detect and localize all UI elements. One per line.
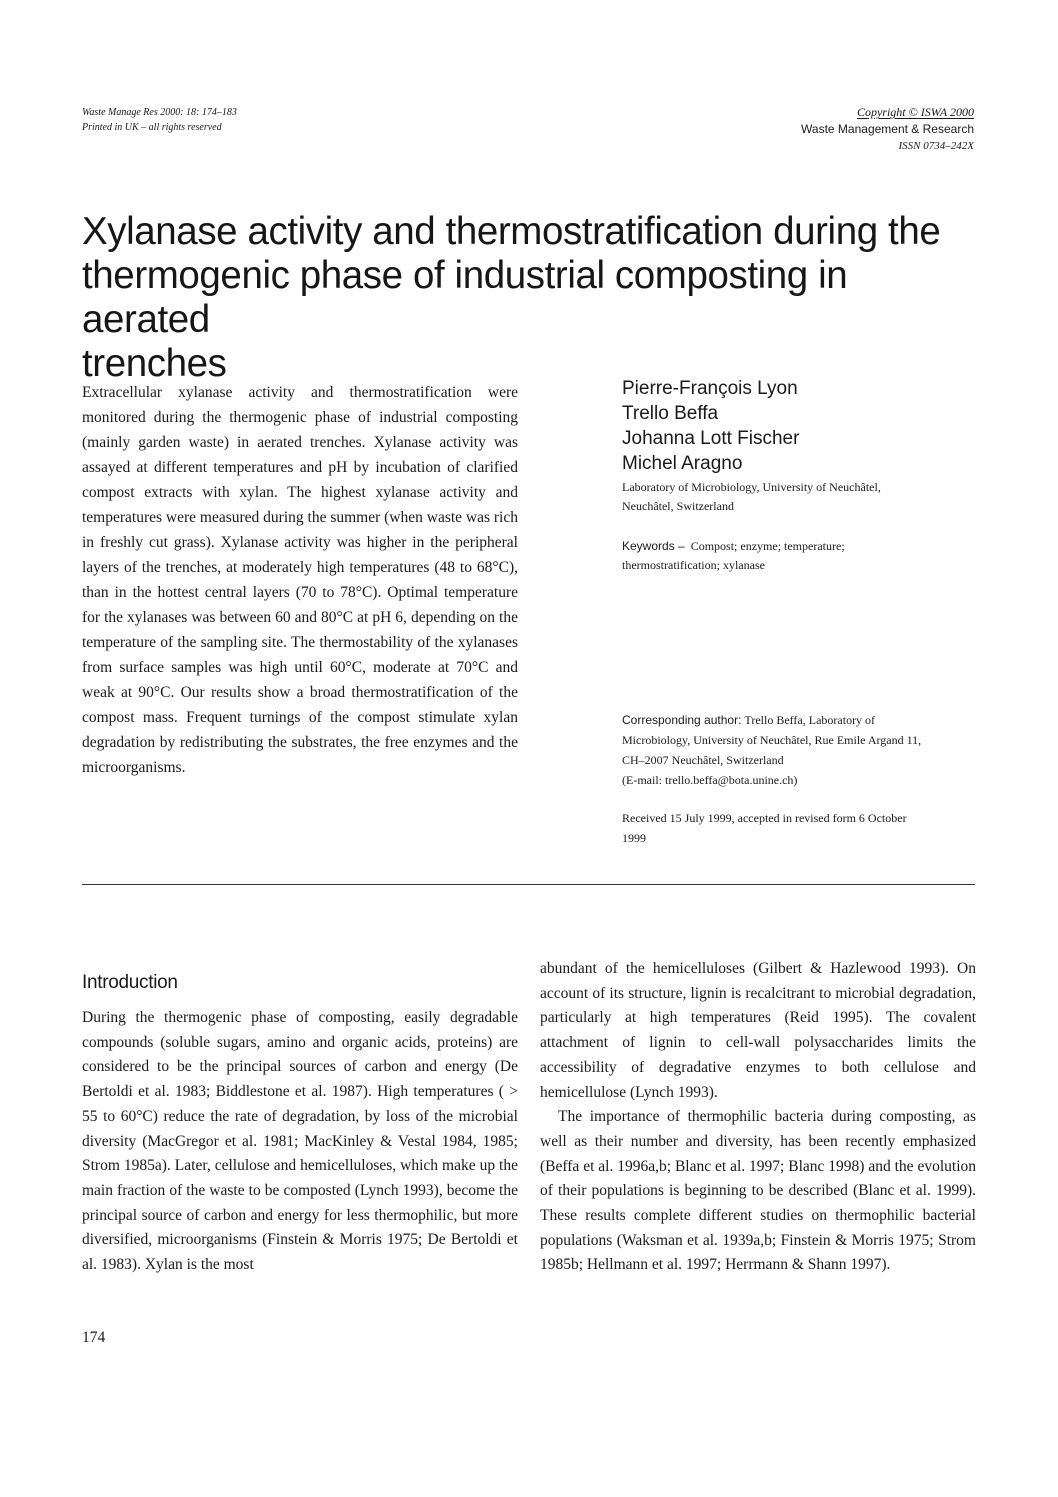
- journal-reference: Waste Manage Res 2000: 18: 174–183: [82, 107, 237, 118]
- keywords-label: Keywords –: [622, 539, 685, 553]
- body-column-right: [540, 957, 976, 1278]
- keywords-line: Compost; enzyme; temperature;: [690, 539, 845, 553]
- section-heading-introduction: Introduction: [82, 972, 178, 993]
- author-list: [622, 376, 799, 476]
- body-paragraph: The importance of thermophilic bacteria during composting, as well as their number and diversity, has been recently emphasized (Beffa et al. 1996a,b; Blanc et al. 1997; Blanc 1998) and the evolution of their populations is beginning to be described (Blanc et al. 1999). These results complete different studies on thermophilic bacterial populations (Waksman et al. 1939a,b; Finstein & Morris 1975; Strom 1985b; Hellmann et al. 1997; Herrmann & Shann 1997).: [540, 1108, 976, 1274]
- issn: ISSN 0734–242X: [898, 140, 974, 152]
- article-title: [82, 210, 982, 386]
- author-name: Michel Aragno: [622, 453, 743, 474]
- author-name: Trello Beffa: [622, 403, 719, 424]
- body-column-left: During the thermogenic phase of composting, easily degradable compounds (soluble sugars, amino and organic acids, proteins) are considered to be the principal sources of carbon and energy (De Bertoldi et al. 1983; Biddlestone et al. 1987). High temperatures ( > 55 to 60°C) reduce the rate of degradation, by loss of the microbial diversity (MacGregor et al. 1981; MacKinley & Vestal 1984, 1985; Strom 1985a). Later, cellulose and hemicelluloses, which make up the main fraction of the waste to be composted (Lynch 1993), become the principal source of carbon and energy for less thermophilic, but more diversified, microorganisms (Finstein & Morris 1975; De Bertoldi et al. 1983). Xylan is the most: [82, 1009, 518, 1274]
- corresponding-line: Trello Beffa, Laboratory of: [744, 713, 876, 727]
- author-name: Pierre-François Lyon: [622, 378, 798, 399]
- abstract: Extracellular xylanase activity and thermostratification were monitored during the thermogenic phase of industrial composting (mainly garden waste) in aerated trenches. Xylanase activity was assayed at different temperatures and pH by incubation of clarified compost extracts with xylan. The highest xylanase activity and temperatures were measured during the summer (when waste was rich in freshly cut grass). Xylanase activity was higher in the peripheral layers of the trenches, at moderately high temperatures (48 to 68°C), than in the hottest central layers (70 to 78°C). Optimal temperature for the xylanases was between 60 and 80°C at pH 6, depending on the temperature of the sampling site. The thermostability of the xylanases from surface samples was high until 60°C, moderate at 70°C and weak at 90°C. Our results show a broad thermostratification of the compost mass. Frequent turnings of the compost stimulate xylan degradation by redistributing the substrates, the free enzymes and the microorganisms.: [82, 384, 518, 776]
- print-notice: Printed in UK – all rights reserved: [82, 122, 222, 133]
- affiliation-line: Neuchâtel, Switzerland: [622, 499, 734, 513]
- affiliation-line: Laboratory of Microbiology, University of Neuchâtel,: [622, 480, 881, 494]
- affiliation: [622, 478, 982, 516]
- page-number: 174: [82, 1329, 106, 1346]
- received-dates: [622, 808, 982, 848]
- keywords: [622, 537, 982, 575]
- corresponding-author: [622, 710, 982, 790]
- keywords-line: thermostratification; xylanase: [622, 558, 765, 572]
- journal-masthead: [801, 104, 974, 155]
- title-line-1: Xylanase activity and thermostratification during the: [82, 210, 941, 253]
- received-line: 1999: [622, 831, 646, 845]
- received-line: Received 15 July 1999, accepted in revised form 6 October: [622, 811, 907, 825]
- author-name: Johanna Lott Fischer: [622, 428, 800, 449]
- corresponding-line: CH–2007 Neuchâtel, Switzerland: [622, 753, 784, 767]
- corresponding-line: Microbiology, University of Neuchâtel, Rue Emile Argand 11,: [622, 733, 922, 747]
- body-paragraph: abundant of the hemicelluloses (Gilbert & Hazlewood 1993). On account of its structure, lignin is recalcitrant to microbial degradation, particularly at high temperatures (Reid 1995). The covalent attachment of lignin to cell-wall polysaccharides limits the accessibility of degradative enzymes to both cellulose and hemicellulose (Lynch 1993).: [540, 960, 976, 1101]
- title-line-2: thermogenic phase of industrial composting in aerated: [82, 254, 848, 341]
- corresponding-label: Corresponding author:: [622, 713, 742, 727]
- title-line-3: trenches: [82, 342, 227, 385]
- journal-name: Waste Management & Research: [801, 122, 974, 136]
- journal-citation: [82, 105, 237, 135]
- corresponding-email: (E-mail: trello.beffa@bota.unine.ch): [622, 773, 798, 787]
- copyright-notice: Copyright © ISWA 2000: [856, 105, 974, 119]
- section-divider: [82, 884, 975, 885]
